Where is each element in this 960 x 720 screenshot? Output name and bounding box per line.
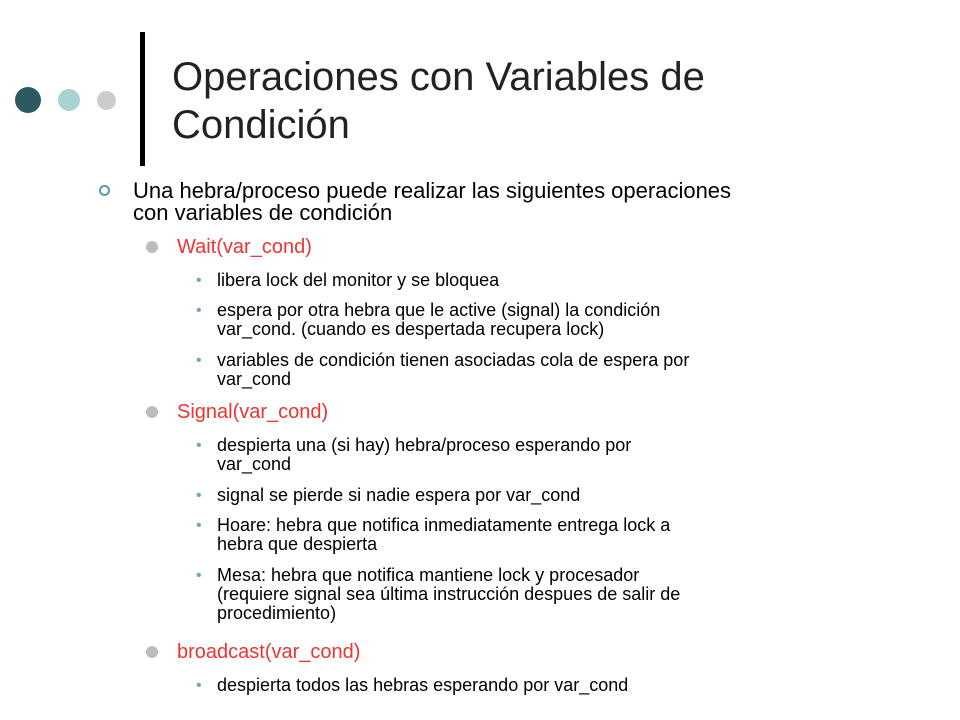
list-item [196, 485, 581, 505]
dot-bullet-icon: • [196, 302, 202, 319]
dot-bullet-icon: • [196, 677, 202, 694]
list-item [196, 350, 690, 389]
slide-title [172, 53, 932, 149]
dot-bullet-icon: • [196, 517, 202, 534]
list-item [196, 270, 500, 290]
title-line: Condición [172, 103, 350, 147]
title-line: Operaciones con Variables de [172, 55, 705, 99]
title-divider [140, 32, 145, 166]
dot-bullet-icon: • [196, 272, 202, 289]
ring-bullet-icon [99, 185, 110, 196]
item-line: signal se pierde si nadie espera por var_cond [217, 485, 581, 505]
list-item [196, 565, 681, 623]
item-line: var_cond [217, 454, 292, 474]
item-line: var_cond [217, 369, 292, 389]
item-line: variables de condición tienen asociadas cola de espera por [217, 350, 690, 370]
item-line: espera por otra hebra que le active (signal) la condición [217, 300, 661, 320]
intro-item [133, 180, 731, 224]
list-item [196, 435, 632, 474]
item-line: procedimiento) [217, 603, 337, 623]
section-label: Signal(var_cond) [177, 401, 329, 423]
dot-bullet-icon: • [196, 437, 202, 454]
intro-line: con variables de condición [133, 200, 393, 225]
item-line: Hoare: hebra que notifica inmediatamente entrega lock a [217, 515, 671, 535]
section-wait [177, 237, 312, 257]
item-line: var_cond. (cuando es despertada recupera lock) [217, 319, 605, 339]
decor-dot-gray [97, 91, 116, 110]
item-line: despierta todos las hebras esperando por var_cond [217, 675, 629, 695]
list-item [196, 675, 629, 695]
item-line: despierta una (si hay) hebra/proceso esperando por [217, 435, 632, 455]
gray-bullet-icon [146, 646, 158, 658]
item-line: hebra que despierta [217, 534, 378, 554]
section-label: broadcast(var_cond) [177, 641, 361, 663]
list-item [196, 300, 661, 339]
section-broadcast [177, 642, 360, 662]
item-line: libera lock del monitor y se bloquea [217, 270, 500, 290]
section-signal [177, 402, 328, 422]
dot-bullet-icon: • [196, 567, 202, 584]
decor-dot-light [58, 89, 80, 111]
section-label: Wait(var_cond) [177, 236, 312, 258]
gray-bullet-icon [146, 241, 158, 253]
item-line: Mesa: hebra que notifica mantiene lock y procesador [217, 565, 640, 585]
list-item [196, 515, 671, 554]
intro-line: Una hebra/proceso puede realizar las siguientes operaciones [133, 178, 732, 203]
item-line: (requiere signal sea última instrucción despues de salir de [217, 584, 681, 604]
dot-bullet-icon: • [196, 352, 202, 369]
decor-dot-dark [15, 87, 41, 113]
dot-bullet-icon: • [196, 487, 202, 504]
gray-bullet-icon [146, 406, 158, 418]
